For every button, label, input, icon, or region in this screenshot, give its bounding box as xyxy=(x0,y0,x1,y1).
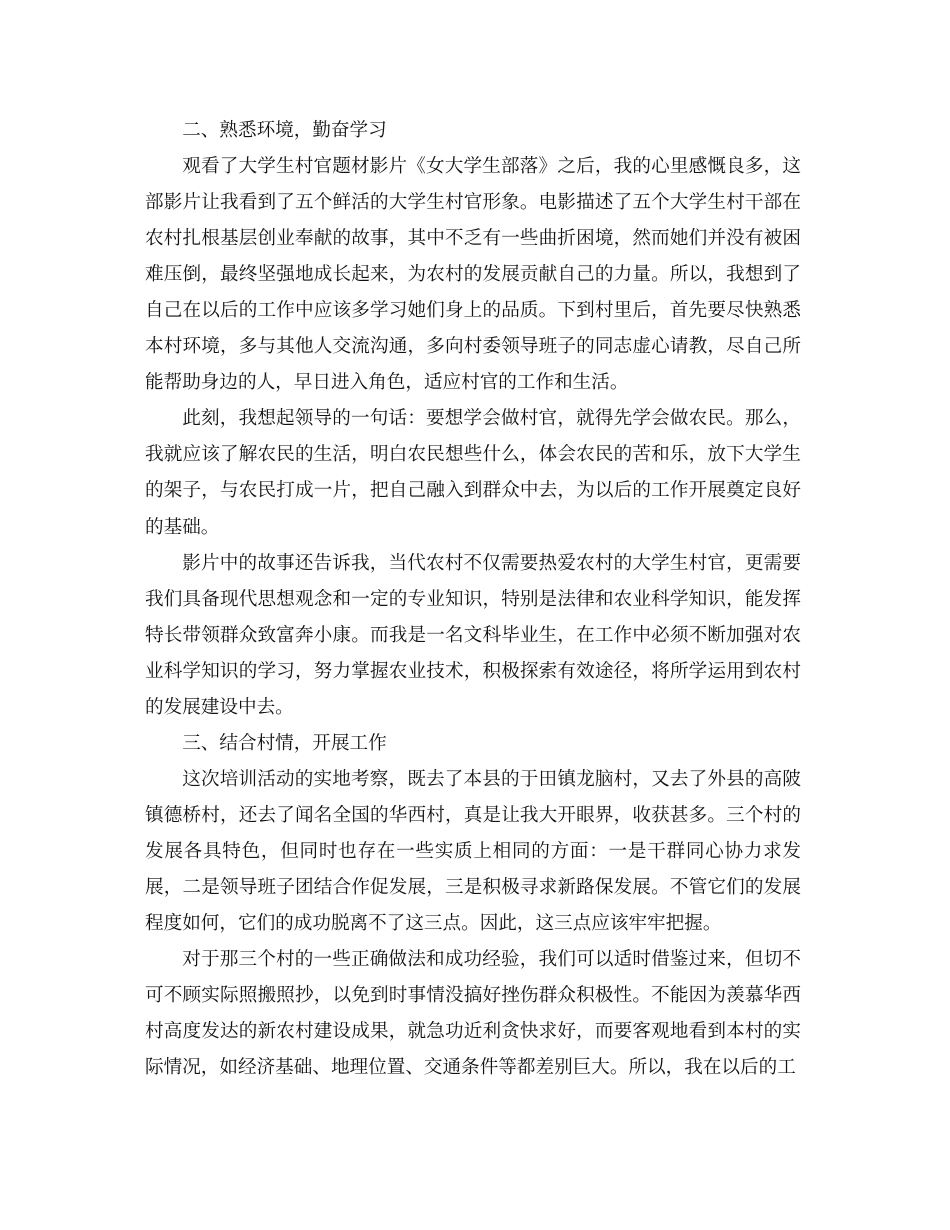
section-heading-3: 三、结合村情，开展工作 xyxy=(182,732,387,754)
paragraph-learn-farmers: 此刻，我想起领导的一句话：要想学会做村官，就得先学会做农民。那么，我就应该了解农民的生活，明白农民想些什么，体会农民的苦和乐，放下大学生的架子，与农民打成一片，把自己融入到群众中去，为以后的工作开展奠定良好的基础。 xyxy=(145,408,801,538)
paragraph-field-visit: 这次培训活动的实地考察，既去了本县的于田镇龙脑村，又去了外县的高陂镇德桥村，还去了闻名全国的华西村，真是让我大开眼界，收获甚多。三个村的发展各具特色，但同时也存在一些实质上相同的方面：一是干群同心协力求发展，二是领导班子团结合作促发展，三是积极寻求新路保发展。不管它们的发展程度如何，它们的成功脱离不了这三点。因此，这三点应该牢牢把握。 xyxy=(145,768,801,935)
paragraph-film-reflection: 观看了大学生村官题材影片《女大学生部落》之后，我的心里感慨良多，这部影片让我看到了五个鲜活的大学生村官形象。电影描述了五个大学生村干部在农村扎根基层创业奉献的故事，其中不乏有一些曲折困境，然而她们并没有被困难压倒，最终坚强地成长起来，为农村的发展贡献自己的力量。所以，我想到了自己在以后的工作中应该多学习她们身上的品质。下到村里后，首先要尽快熟悉本村环境，多与其他人交流沟通，多向村委领导班子的同志虚心请教，尽自己所能帮助身边的人，早日进入角色，适应村官的工作和生活。 xyxy=(145,156,801,394)
section-heading-2: 二、熟悉环境，勤奋学习 xyxy=(182,120,387,141)
document-body xyxy=(145,113,801,1086)
paragraph-professional-knowledge: 影片中的故事还告诉我，当代农村不仅需要热爱农村的大学生村官，更需要我们具备现代思想观念和一定的专业知识，特别是法律和农业科学知识，能发挥特长带领群众致富奔小康。而我是一名文科毕业生，在工作中必须不断加强对农业科学知识的学习，努力掌握农业技术，积极探索有效途径，将所学运用到农村的发展建设中去。 xyxy=(145,552,801,718)
paragraph-learn-experience: 对于那三个村的一些正确做法和成功经验，我们可以适时借鉴过来，但切不可不顾实际照搬照抄，以免到时事情没搞好挫伤群众积极性。不能因为羡慕华西村高度发达的新农村建设成果，就急功近利贪快求好，而要客观地看到本村的实际情况，如经济基础、地理位置、交通条件等都差别巨大。所以，我在以后的工 xyxy=(145,949,801,1079)
